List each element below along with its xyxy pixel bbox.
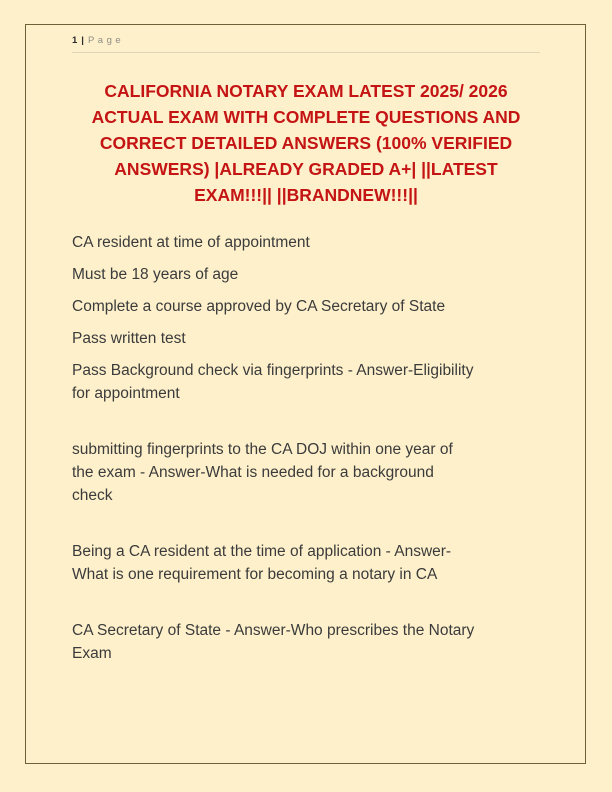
paragraph-line: check xyxy=(72,487,113,504)
paragraph-line: Complete a course approved by CA Secretary of State xyxy=(72,298,446,315)
page-number: 1 xyxy=(72,35,78,46)
title-line: ACTUAL EXAM WITH COMPLETE QUESTIONS AND xyxy=(91,107,521,127)
document-title xyxy=(72,78,540,208)
paragraph-line: for appointment xyxy=(72,385,180,402)
page-number-separator: | xyxy=(81,35,84,46)
title-line: ANSWERS) |ALREADY GRADED A+| ||LATEST xyxy=(114,159,498,179)
body-paragraph xyxy=(72,619,550,665)
paragraph-line: Exam xyxy=(72,645,112,662)
paragraph-line: the exam - Answer-What is needed for a background xyxy=(72,464,434,481)
page-header xyxy=(72,35,540,53)
page-label: Page xyxy=(87,35,125,46)
body-paragraph xyxy=(72,327,550,350)
paragraph-line: Must be 18 years of age xyxy=(72,266,239,283)
title-line: CORRECT DETAILED ANSWERS (100% VERIFIED xyxy=(99,133,513,153)
body-paragraphs xyxy=(72,231,550,674)
paragraph-line: What is one requirement for becoming a notary in CA xyxy=(72,566,438,583)
title-line: EXAM!!!|| ||BRANDNEW!!!|| xyxy=(194,185,418,205)
paragraph-line: CA resident at time of appointment xyxy=(72,234,310,251)
paragraph-line: Being a CA resident at the time of application - Answer- xyxy=(72,543,452,560)
body-paragraph xyxy=(72,359,550,405)
paragraph-line: submitting fingerprints to the CA DOJ within one year of xyxy=(72,441,453,458)
paragraph-line: Pass Background check via fingerprints - Answer-Eligibility xyxy=(72,362,474,379)
body-paragraph xyxy=(72,295,550,318)
paragraph-line: CA Secretary of State - Answer-Who prescribes the Notary xyxy=(72,622,475,639)
paragraph-line: Pass written test xyxy=(72,330,186,347)
body-paragraph xyxy=(72,438,550,507)
title-line: CALIFORNIA NOTARY EXAM LATEST 2025/ 2026 xyxy=(104,81,508,101)
body-paragraph xyxy=(72,231,550,254)
body-paragraph xyxy=(72,263,550,286)
body-paragraph xyxy=(72,540,550,586)
